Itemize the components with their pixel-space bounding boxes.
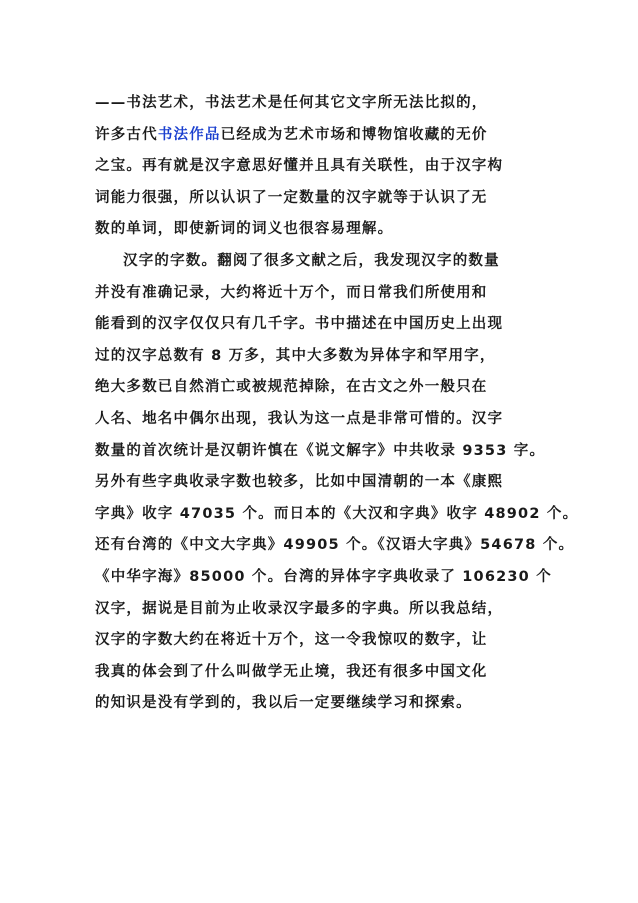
calligraphy-works-link[interactable]: 书法作品 <box>157 126 221 143</box>
document-body <box>95 88 579 720</box>
paragraph1-line4: 词能力很强，所以认识了一定数量的汉字就等于认识了无 <box>95 189 488 206</box>
paragraph1-line3: 之宝。再有就是汉字意思好懂并且具有关联性，由于汉字构 <box>95 158 504 175</box>
paragraph2-line14: 我真的体会到了什么叫做学无止境，我还有很多中国文化 <box>95 663 488 680</box>
paragraph2-line10: 还有台湾的《中文大字典》49905 个。《汉语大字典》54678 个。 <box>95 537 575 554</box>
paragraph1-line2 <box>95 120 565 152</box>
paragraph2-line12: 汉字，据说是目前为止收录汉字最多的字典。所以我总结， <box>95 600 504 617</box>
paragraph2-line11: 《中华字海》85000 个。台湾的异体字字典收录了 106230 个 <box>95 568 552 585</box>
paragraph2-line13: 汉字的字数大约在将近十万个，这一令我惊叹的数字，让 <box>95 632 488 649</box>
paragraph1-line2-before: 许多古代 <box>95 126 158 143</box>
paragraph2-line7: 数量的首次统计是汉朝许慎在《说文解字》中共收录 9353 字。 <box>95 442 546 459</box>
paragraph2-line15: 的知识是没有学到的，我以后一定要继续学习和探索。 <box>95 695 472 712</box>
paragraph2-line1: 汉字的字数。翻阅了很多文献之后，我发现汉字的数量 <box>123 252 500 269</box>
paragraph2-line3: 能看到的汉字仅仅只有几千字。书中描述在中国历史上出现 <box>95 316 504 333</box>
paragraph1-line1: ——书法艺术，书法艺术是任何其它文字所无法比拟的， <box>95 95 488 111</box>
paragraph2-line4: 过的汉字总数有 8 万多，其中大多数为异体字和罕用字， <box>95 347 496 364</box>
paragraph1-line5: 数的单词，即使新词的词义也很容易理解。 <box>95 221 394 238</box>
paragraph2-line6: 人名、地名中偶尔出现，我认为这一点是非常可惜的。汉字 <box>95 410 504 427</box>
paragraph1-line2-after: 已经成为艺术市场和博物馆收藏的无价 <box>220 126 488 143</box>
paragraph2-line9: 字典》收字 47035 个。而日本的《大汉和字典》收字 48902 个。 <box>95 505 579 522</box>
paragraph2-line2: 并没有准确记录，大约将近十万个，而日常我们所使用和 <box>95 284 488 301</box>
paragraph2-line8: 另外有些字典收录字数也较多，比如中国清朝的一本《康熙 <box>95 474 504 491</box>
paragraph2-line5: 绝大多数已自然消亡或被规范掉除，在古文之外一般只在 <box>95 379 488 396</box>
